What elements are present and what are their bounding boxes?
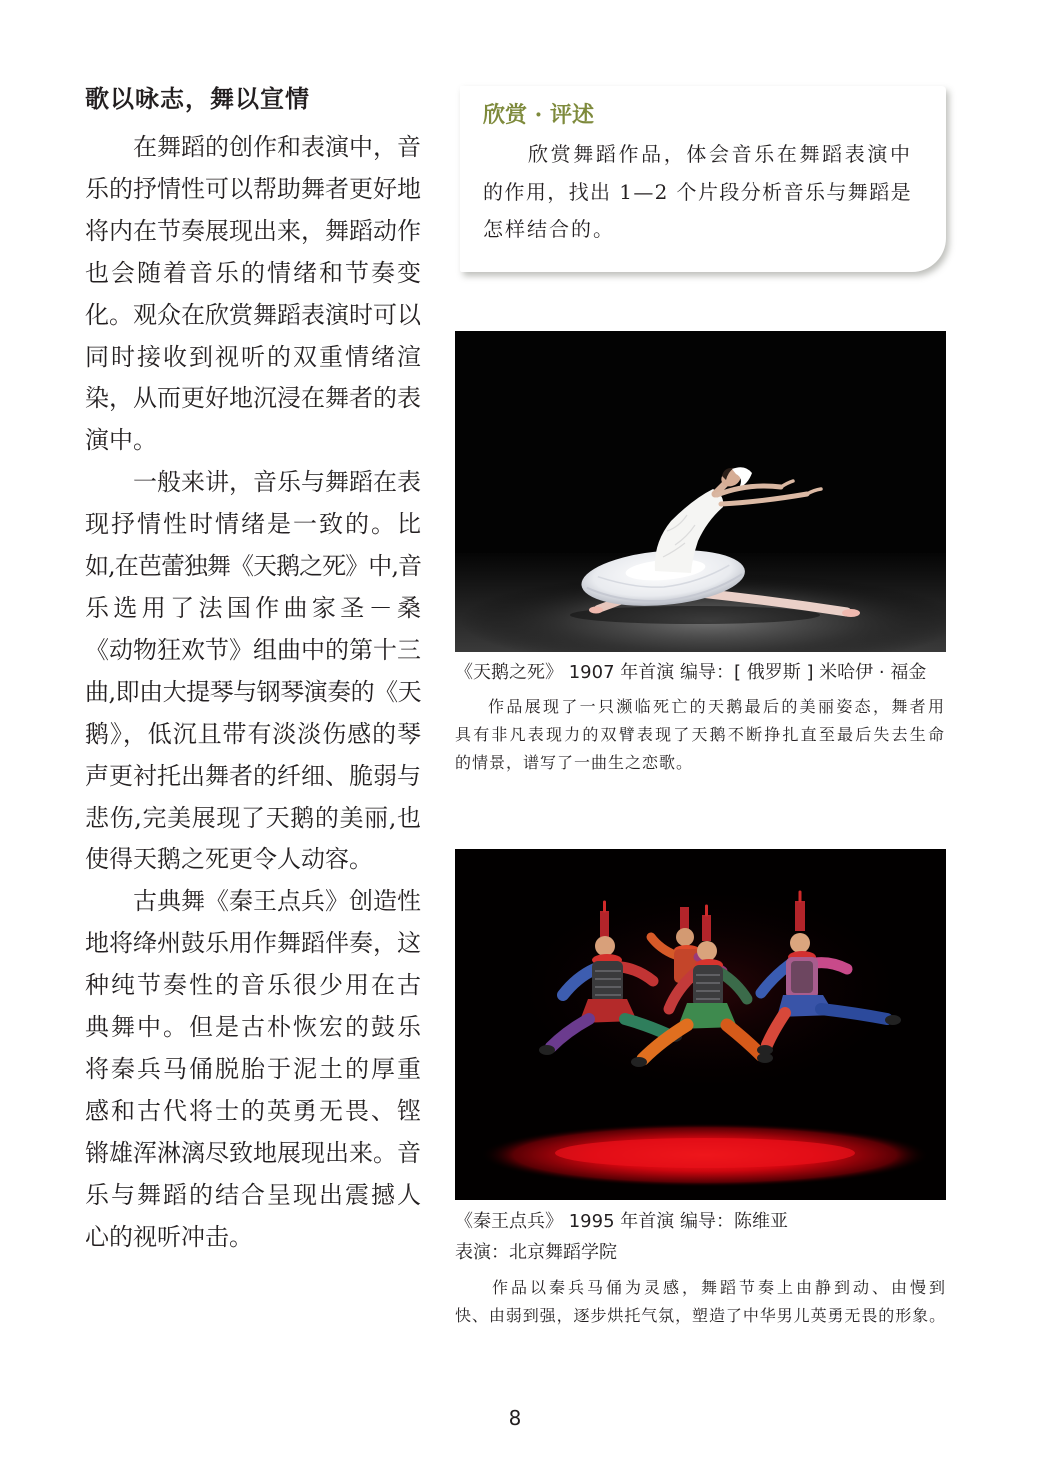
figure-caption xyxy=(455,658,946,688)
hat xyxy=(600,911,609,937)
front-pointe-shoe xyxy=(842,609,860,617)
text-line: 鹅》，低沉且带有淡淡伤感的琴 xyxy=(85,719,421,748)
text-line: 同时接收到视听的双重情绪渲 xyxy=(85,342,421,371)
armor xyxy=(791,961,813,993)
text-line: 也会随着音乐的情绪和节奏变 xyxy=(85,258,421,287)
text-line: 心的视听冲击。 xyxy=(85,1222,253,1251)
text-line: 现抒情性时情绪是一致的。比 xyxy=(85,510,421,539)
hat xyxy=(702,915,711,941)
text-line: 欣赏舞蹈作品，体会音乐在舞蹈表演中 xyxy=(528,142,912,166)
head xyxy=(676,928,694,946)
text-line: 《天鹅之死》 1907 年首演 编导：[ 俄罗斯 ] 米哈伊 · 福金 xyxy=(455,662,927,683)
figure-description xyxy=(455,1274,946,1330)
text-line: 乐的抒情性可以帮助舞者更好地 xyxy=(85,174,421,203)
text-line: 使得天鹅之死更令人动容。 xyxy=(85,845,373,874)
text-line: 地将绛州鼓乐用作舞蹈伴奏，这 xyxy=(85,929,421,958)
box-text xyxy=(483,136,912,249)
text-line: 悲伤,完美展现了天鹅的美丽,也 xyxy=(85,803,421,832)
text-line: 典舞中。但是古朴恢宏的鼓乐 xyxy=(85,1013,421,1042)
paragraph xyxy=(85,881,421,1258)
text-line: 乐与舞蹈的结合呈现出震撼人 xyxy=(85,1180,421,1209)
arm xyxy=(815,963,847,969)
boot xyxy=(631,1057,647,1067)
appreciation-box xyxy=(460,86,946,272)
text-line: 在舞蹈的创作和表演中，音 xyxy=(133,133,421,161)
text-line: 古典舞《秦王点兵》创造性 xyxy=(133,887,421,916)
warrior-dance-photo xyxy=(455,849,946,1200)
text-line: 化。观众在欣赏舞蹈表演时可以 xyxy=(85,300,421,329)
text-line: 演中。 xyxy=(85,426,157,455)
page-number: 8 xyxy=(508,1406,522,1430)
text-line: 曲,即由大提琴与钢琴演奏的《天 xyxy=(85,677,421,706)
text-line: 的作用，找出 1—2 个片段分析音乐与舞蹈是 xyxy=(483,179,912,204)
text-line: 将秦兵马俑脱胎于泥土的厚重 xyxy=(85,1054,421,1083)
body-text xyxy=(85,127,421,1258)
head xyxy=(595,936,615,956)
box-title: 欣赏 · 评述 xyxy=(483,102,594,128)
boot xyxy=(539,1045,555,1055)
armor xyxy=(693,965,723,1007)
text-line: 如,在芭蕾独舞《天鹅之死》中,音 xyxy=(85,552,421,581)
text-line: 锵雄浑淋漓尽致地展现出来。音 xyxy=(85,1138,421,1167)
text-line: 怎样结合的。 xyxy=(483,217,615,241)
figure-caption xyxy=(455,1206,946,1268)
text-line: 感和古代将士的英勇无畏、铿 xyxy=(85,1096,421,1125)
text-line: 快、由弱到强，逐步烘托气氛，塑造了中华男儿英勇无畏的形象。 xyxy=(455,1306,946,1325)
head xyxy=(790,933,810,953)
text-line: 声更衬托出舞者的纤细、脆弱与 xyxy=(85,761,421,790)
text-line: 一般来讲，音乐与舞蹈在表 xyxy=(133,468,421,497)
text-line: 种纯节奏性的音乐很少用在古 xyxy=(85,971,421,1000)
boot xyxy=(757,1045,773,1055)
text-line: 染，从而更好地沉浸在舞者的表 xyxy=(85,384,421,413)
figure-description xyxy=(455,693,945,777)
text-line: 作品以秦兵马俑为灵感，舞蹈节奏上由静到动、由慢到 xyxy=(492,1278,946,1297)
paragraph xyxy=(85,462,421,881)
section-heading: 歌以咏志，舞以宣情 xyxy=(85,85,310,113)
boot xyxy=(885,1015,901,1025)
text-line: 具有非凡表现力的双臂表现了天鹅不断挣扎直至最后失去生命 xyxy=(455,725,945,744)
hat xyxy=(795,901,805,931)
text-line: 《秦王点兵》 1995 年首演 编导：陈维亚 xyxy=(455,1210,788,1232)
back-pointe-shoe xyxy=(589,607,603,614)
text-line: 作品展现了一只濒临死亡的天鹅最后的美丽姿态，舞者用 xyxy=(488,697,945,716)
armor xyxy=(592,961,623,1003)
text-line: 的情景，谱写了一曲生之恋歌。 xyxy=(455,753,694,772)
paragraph xyxy=(85,127,421,462)
red-stage-light-core xyxy=(555,1138,855,1168)
text-line: 乐选用了法国作曲家圣－桑 xyxy=(85,593,421,622)
text-line: 将内在节奏展现出来，舞蹈动作 xyxy=(85,216,421,245)
hat xyxy=(680,907,689,931)
head xyxy=(697,941,717,961)
text-line: 《动物狂欢节》组曲中的第十三 xyxy=(85,635,421,664)
text-line: 表演：北京舞蹈学院 xyxy=(455,1241,617,1263)
swan-ballet-photo xyxy=(455,331,946,652)
